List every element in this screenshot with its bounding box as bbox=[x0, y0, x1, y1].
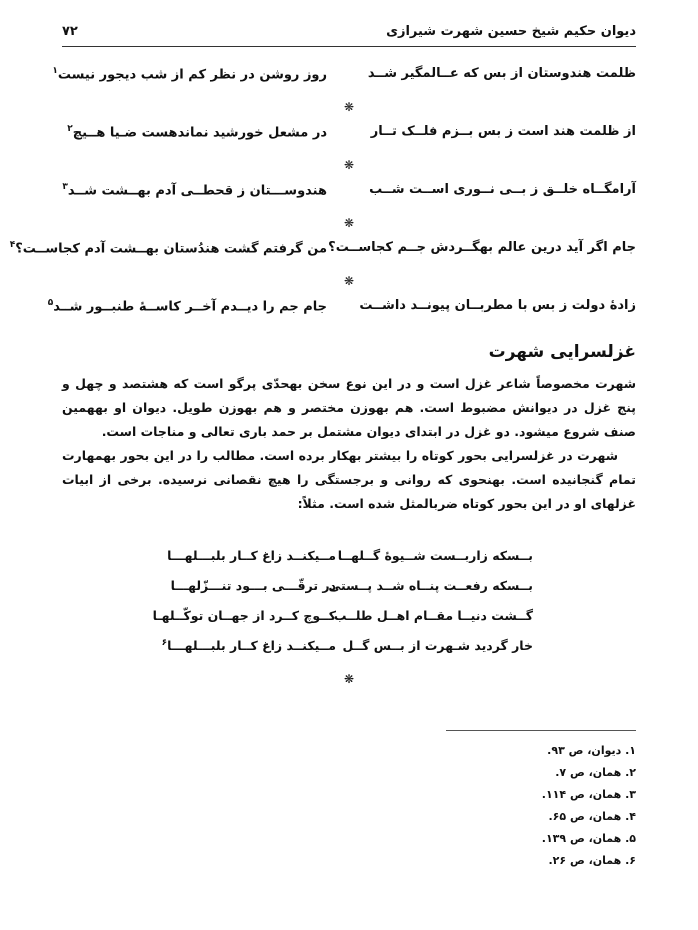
paragraph: شهرت در غزلسرایی بحور کوتاه را بیشتر بهکار برده است. مطالب را در این بحور بهمهارت تمام گنجانیده است. بهنحوی که روانی و برجستگی را هیچ نقصانی نرسیده. برخی از ابیات غزلهای او در این بحور کوتاه ضربالمثل شده است. مثلاً: bbox=[62, 448, 636, 511]
hemistich-second: در مشعل خورشید نماندهست ضـیا هــیچ$^۲$ bbox=[67, 124, 327, 141]
hemistich-second: کــوچ کــرد از جهــان توکّــلهـا bbox=[152, 608, 336, 623]
couplet bbox=[52, 60, 636, 89]
paragraph: شهرت مخصوصاً شاعر غزل است و در این نوع سخن بهحدّی پرگو است که هشتصد و چهل و پنج غزل در دیوانش مضبوط است. هم بهوزن مختصر و هم بهوزن طویل. دیوان او بههمین صنف شروع میشود. دو غزل در ابتدای دیوان مشتمل بر حمد باری تعالی و مناجات است. bbox=[62, 376, 636, 439]
footnote: ۵. همان، ص ۱۳۹. bbox=[541, 832, 636, 845]
hemistich-second: مــیکنــد زاغ کــار بلبـــلهـــا bbox=[167, 548, 336, 563]
hemistich-first: زادهٔ دولت ز بس با مطربــان پیونــد داشــت bbox=[359, 298, 636, 313]
footnotes bbox=[336, 740, 636, 872]
hemistich-first: از ظلمت هند است ز بس بــزم فلــک تــار bbox=[370, 124, 636, 139]
hemistich-second: من گرفتم گشت هندُستان بهــشت آدم کجاســت؟$^۴$ bbox=[9, 240, 327, 257]
footnote-ref: ۴ bbox=[9, 240, 16, 250]
footnote: ۴. همان، ص ۶۵. bbox=[548, 810, 636, 823]
footnote-ref: ۲ bbox=[67, 124, 73, 134]
couplet bbox=[9, 234, 636, 263]
page-number: ۷۲ bbox=[62, 24, 78, 39]
body-text bbox=[62, 372, 636, 516]
couplet bbox=[47, 292, 636, 321]
hemistich-first: ظلمت هندوستان از بس که عــالمگیر شــد bbox=[367, 66, 636, 81]
couplet bbox=[0, 634, 698, 664]
footnote-ref: ۵ bbox=[47, 298, 54, 308]
verse-separator: ❋ bbox=[343, 274, 355, 288]
footnote: ۲. همان، ص ۷. bbox=[555, 766, 636, 779]
verse-separator: ❋ bbox=[343, 100, 355, 114]
poem-excerpts bbox=[9, 60, 636, 321]
footnote: ۶. همان، ص ۲۶. bbox=[548, 854, 636, 867]
hemistich-second: مــیکنــد زاغ کــار بلبـــلهـــا$^۶$ bbox=[161, 638, 336, 654]
hemistich-first: آرامگــاه خلــق ز بــی نــوری اســت شــب bbox=[369, 182, 636, 197]
hemistich-second: در ترقّـــی بـــود تنـــزّلهـــا bbox=[170, 578, 336, 593]
verse-separator: ❋ bbox=[343, 158, 355, 172]
hemistich-first: بــسکه رفعــت پنــاه شــد پــستی bbox=[328, 578, 533, 593]
footnote-ref: ۶ bbox=[161, 638, 168, 648]
hemistich-first: بــسکه زاربــست شــیوهٔ گــلهــا bbox=[337, 548, 533, 563]
hemistich-second: روز روشن در نظر کم از شب دیجور نیست$^۱$ bbox=[52, 66, 327, 83]
hemistich-second: جام جم را دیــدم آخــر کاســهٔ طنبــور شــد$^۵$ bbox=[47, 298, 327, 315]
ghazal-excerpt bbox=[0, 544, 698, 664]
hemistich-first: گــشت دنیــا مقــام اهــل طلــب bbox=[333, 608, 533, 623]
verse-separator: ❋ bbox=[343, 216, 355, 230]
verse-separator: ❋ bbox=[343, 672, 355, 686]
footnote: ۱. دیوان، ص ۹۳. bbox=[547, 744, 636, 757]
footnote-ref: ۱ bbox=[52, 66, 58, 76]
couplet bbox=[0, 574, 698, 604]
couplet bbox=[0, 544, 698, 574]
header-title: دیوان حکیم شیخ حسین شهرت شیرازی bbox=[386, 24, 636, 39]
couplet bbox=[62, 176, 636, 205]
section-heading: غزلسرایی شهرت bbox=[488, 342, 636, 362]
hemistich-first: خار گردید شـهرت از بــس گــل bbox=[342, 638, 533, 653]
couplet bbox=[62, 118, 636, 147]
hemistich-second: هندوســـتان ز قحطــی آدم بهــشت شــد$^۳$ bbox=[62, 182, 327, 199]
running-header bbox=[62, 22, 636, 47]
hemistich-first: جام اگر آید درین عالم بهگــردش جــم کجاســت؟ bbox=[328, 240, 636, 255]
couplet bbox=[0, 604, 698, 634]
footnote: ۳. همان، ص ۱۱۴. bbox=[541, 788, 636, 801]
footnote-ref: ۳ bbox=[62, 182, 68, 192]
footnote-rule bbox=[446, 730, 636, 731]
